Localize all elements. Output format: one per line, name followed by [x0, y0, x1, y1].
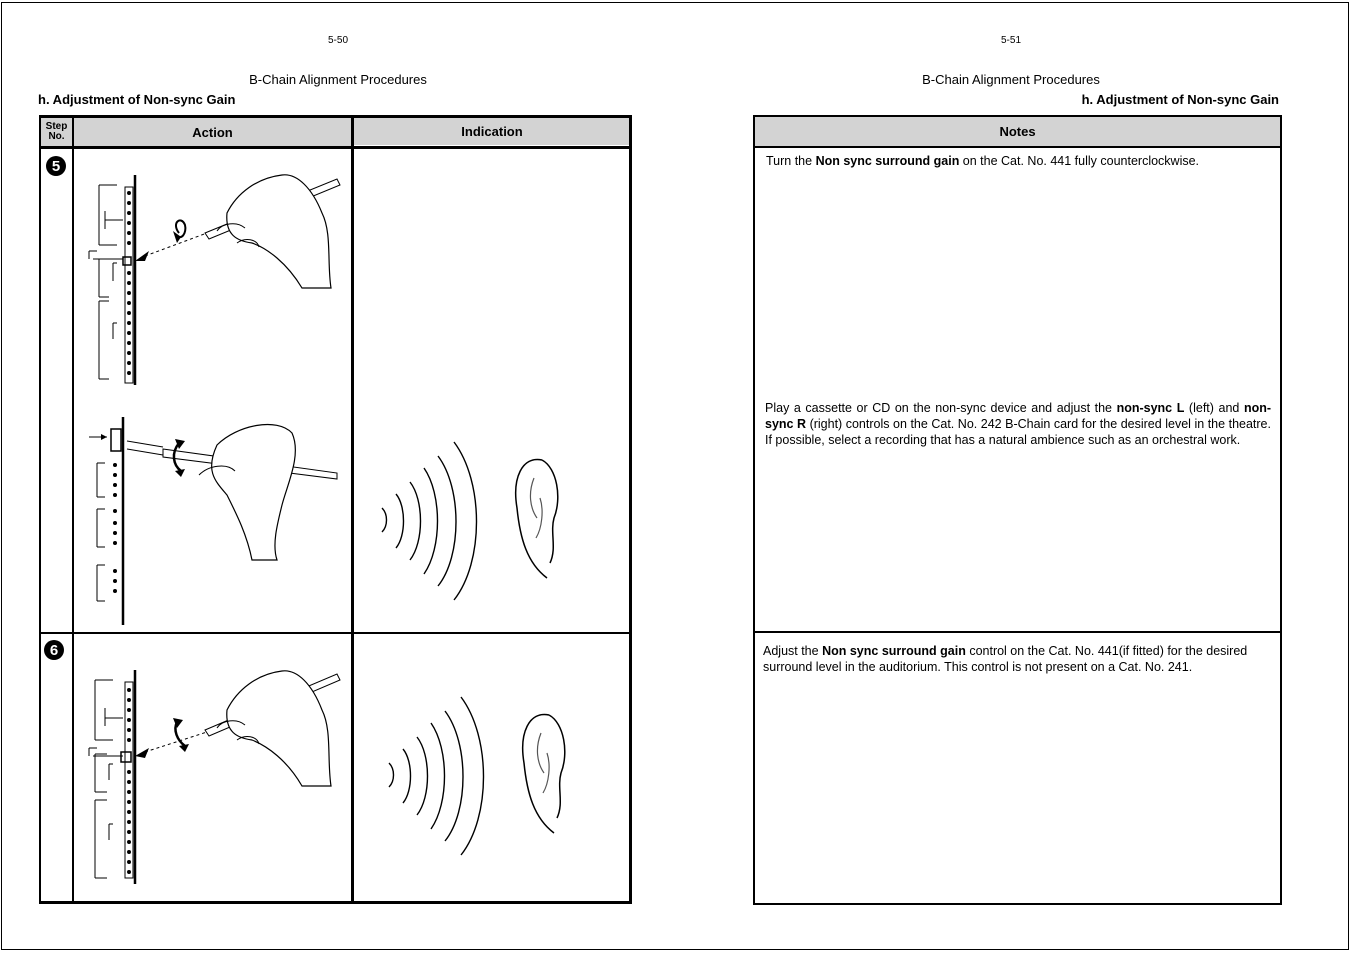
table-right-rule	[1280, 115, 1282, 905]
bold-term: non-sync L	[1116, 401, 1185, 415]
notes-header: Notes	[755, 117, 1280, 146]
table-left-rule	[753, 115, 755, 905]
step-number-6: 6	[44, 640, 64, 660]
bold-term: Non sync surround gain	[822, 644, 966, 658]
note-step-5b	[765, 400, 1271, 448]
bold-term: non-sync R	[765, 401, 1272, 431]
card-adjustment-illustration-1	[87, 173, 347, 388]
bold-term: Non sync surround gain	[815, 154, 960, 168]
note-text: Play a cassette or CD on the non-sync device and adjust the	[765, 401, 1117, 415]
row-divider	[753, 631, 1282, 633]
card-adjustment-illustration-3	[87, 668, 347, 888]
left-page	[1, 2, 675, 950]
note-text: control on the Cat. No. 441(if fitted) for the desired surround level in the auditorium. This control is not present on a Cat. No. 241.	[763, 644, 1248, 674]
note-step-5a	[766, 153, 1276, 169]
card-adjustment-illustration-2	[87, 415, 347, 625]
note-text: Turn the	[766, 154, 816, 168]
table-bottom-rule	[753, 903, 1282, 905]
table-top-rule	[753, 115, 1282, 117]
section-title: h. Adjustment of Non-sync Gain	[1081, 92, 1279, 107]
indication-header: Indication	[354, 117, 630, 145]
section-title: h. Adjustment of Non-sync Gain	[38, 92, 236, 107]
step-number-5: 5	[46, 156, 66, 176]
note-text: Adjust the	[763, 644, 823, 658]
page-number: 5-51	[1000, 35, 1021, 46]
table-bottom-rule	[39, 901, 632, 904]
action-column-rule	[351, 115, 354, 904]
table-right-rule	[629, 115, 632, 904]
running-head: B-Chain Alignment Procedures	[249, 72, 427, 87]
sound-waves-ear-illustration-2	[377, 693, 577, 853]
action-header: Action	[74, 117, 351, 147]
table-top-rule	[39, 115, 632, 118]
note-text: (left) and	[1184, 401, 1244, 415]
sound-waves-ear-illustration-1	[372, 438, 572, 588]
step-no-header: Step No.	[40, 117, 73, 147]
table-header-rule	[39, 146, 632, 149]
running-head: B-Chain Alignment Procedures	[922, 72, 1100, 87]
right-page	[674, 2, 1349, 950]
step-column-rule	[72, 115, 74, 904]
note-step-6	[763, 643, 1273, 675]
table-left-rule	[39, 115, 41, 904]
note-text: on the Cat. No. 441 fully counterclockwise.	[959, 154, 1200, 168]
page-number: 5-50	[327, 35, 348, 46]
table-header-rule	[753, 146, 1282, 148]
note-text: (right) controls on the Cat. No. 242 B-Chain card for the desired level in the theatre. If possible, select a recording that has a natural ambience such as an orchestral work.	[765, 417, 1271, 447]
row-divider	[39, 632, 630, 634]
